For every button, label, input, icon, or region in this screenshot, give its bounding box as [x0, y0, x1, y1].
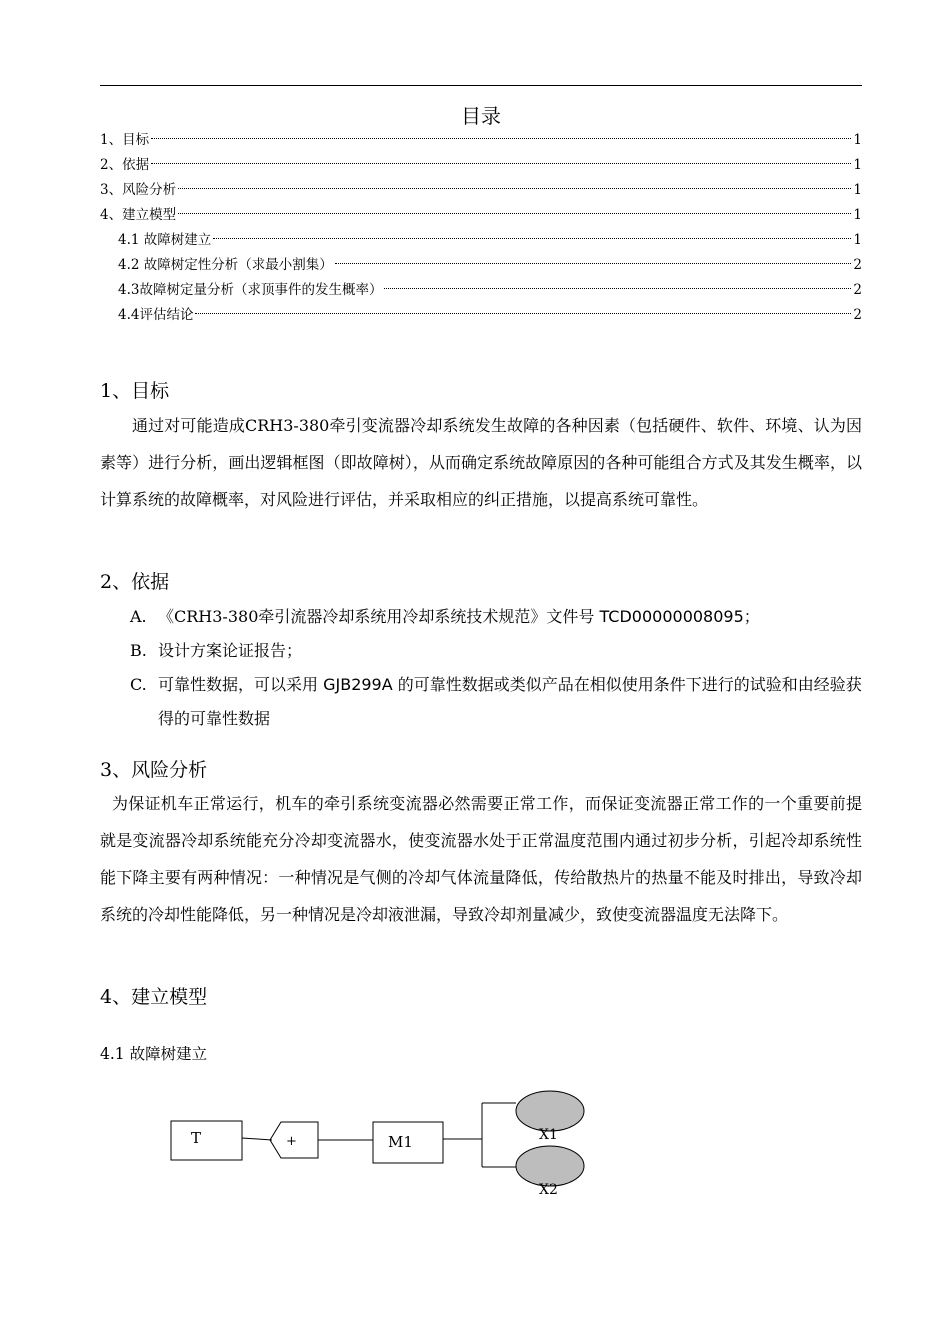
toc-entry-page: 1: [853, 182, 862, 198]
toc-entry-label: 4.3故障树定量分析（求顶事件的发生概率）: [118, 282, 383, 298]
list-marker: A.: [130, 607, 147, 626]
toc-entry-page: 1: [853, 232, 862, 248]
or-gate-label: +: [286, 1134, 297, 1149]
list-marker: C.: [130, 675, 147, 694]
section-heading-model: 4、建立模型: [100, 986, 208, 1008]
toc-entry-page: 2: [853, 307, 862, 323]
toc-title: 目录: [461, 104, 501, 128]
basis-item-text: 可靠性数据，可以采用: [158, 675, 324, 694]
section-heading-goal: 1、目标: [100, 380, 170, 402]
toc-entry-page: 1: [853, 207, 862, 223]
toc-entry-label: 2、依据: [100, 157, 150, 173]
section-heading-basis: 2、依据: [100, 571, 170, 593]
basis-item-text: 《CRH3-380牵引流器冷却系统用冷却系统技术规范》文件号: [158, 607, 600, 626]
basic-event-x2: [516, 1146, 584, 1186]
standard-code: GJB299A: [323, 675, 393, 694]
list-marker: B.: [130, 641, 147, 660]
toc-entry-label: 4.2 故障树定性分析（求最小割集）: [118, 257, 333, 273]
middle-event-label: M1: [388, 1133, 413, 1151]
toc-entry-label: 4.4评估结论: [118, 307, 194, 323]
subsection-heading-fault-tree: 4.1 故障树建立: [100, 1045, 208, 1063]
basis-item-suffix: ；: [743, 607, 760, 626]
section-goal-body: 通过对可能造成CRH3-380牵引变流器冷却系统发生故障的各种因素（包括硬件、软件、环境、认为因素等）进行分析，画出逻辑框图（即故障树），从而确定系统故障原因的各种可能组合方式及其发生概率，以计算系统的故障概率，对风险进行评估，并采取相应的纠正措施，以提高系统可靠性。: [100, 416, 862, 509]
basic-event-label: X2: [539, 1182, 558, 1198]
toc-entry-page: 1: [853, 132, 862, 148]
section-heading-risk-analysis: 3、风险分析: [100, 759, 208, 781]
top-event-box: [171, 1121, 242, 1160]
toc-entry-label: 3、风险分析: [100, 182, 177, 198]
basis-item-suffix: 的可靠性数据或类似产品在相似使用条件下进行的试验和由经验获得的可靠性数据: [158, 675, 862, 728]
toc-entry-page: 2: [853, 257, 862, 273]
basis-item-text: 设计方案论证报告；: [158, 641, 303, 660]
document-code: TCD00000008095: [599, 607, 744, 626]
section-risk-body: 为保证机车正常运行，机车的牵引系统变流器必然需要正常工作，而保证变流器正常工作的一个重要前提就是变流器冷却系统能充分冷却变流器水，使变流器水处于正常温度范围内通过初步分析，引起冷却系统性能下降主要有两种情况：一种情况是气侧的冷却气体流量降低，传给散热片的热量不能及时排出，导致冷却系统的冷却性能降低，另一种情况是冷却液泄漏，导致冷却剂量减少，致使变流器温度无法降下。: [100, 794, 862, 924]
connector-line: [242, 1138, 272, 1140]
toc-entry-label: 4、建立模型: [100, 207, 177, 223]
toc-entry-page: 2: [853, 282, 862, 298]
toc-entry-page: 1: [853, 157, 862, 173]
toc-entry-label: 4.1 故障树建立: [118, 232, 212, 248]
basic-event-label: X1: [539, 1127, 558, 1143]
basic-event-x1: [516, 1091, 584, 1131]
toc-entry-label: 1、目标: [100, 132, 150, 148]
top-event-label: T: [191, 1129, 202, 1147]
